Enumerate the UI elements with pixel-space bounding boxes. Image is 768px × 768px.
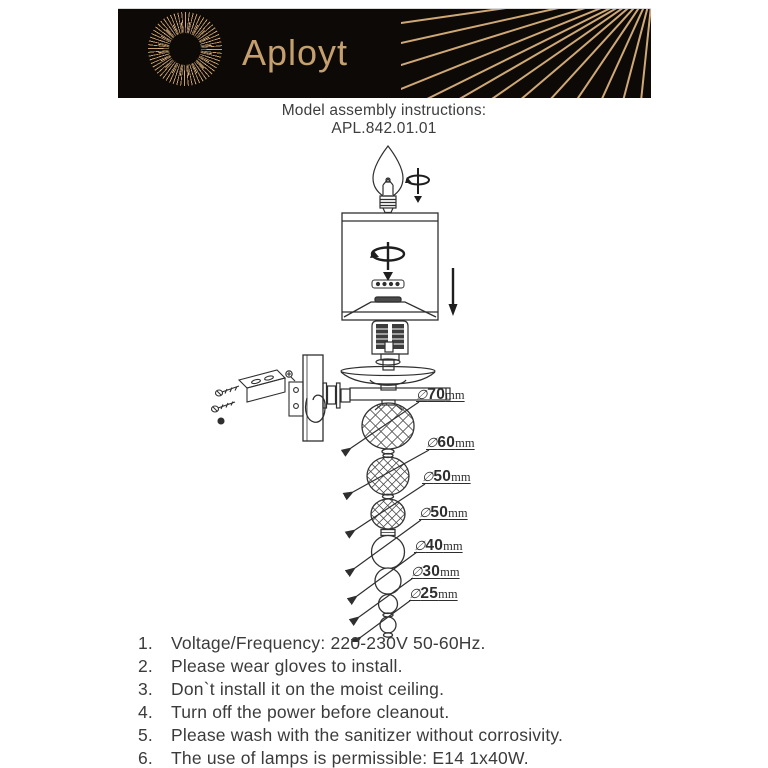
- dim-label-30: ∅30mm: [411, 563, 460, 580]
- diameter-symbol: ∅: [409, 586, 421, 601]
- diameter-symbol: ∅: [411, 564, 423, 579]
- list-item: 4. Turn off the power before cleanout.: [138, 702, 450, 722]
- list-item: 3. Don`t install it on the moist ceiling.: [138, 679, 445, 699]
- list-item: 1. Voltage/Frequency: 220-230V 50-60Hz.: [138, 633, 486, 653]
- list-item: 2. Please wear gloves to install.: [138, 656, 403, 676]
- dim-label-50b: ∅50mm: [419, 504, 468, 521]
- instruction-list: [138, 632, 738, 768]
- diameter-symbol: ∅: [416, 387, 428, 402]
- insert-down-arrow-icon: [449, 268, 458, 316]
- dim-label-50a: ∅50mm: [422, 468, 471, 485]
- diameter-symbol: ∅: [414, 538, 426, 553]
- rotate-shade-icon: [370, 242, 404, 281]
- dim-label-70: ∅70mm: [416, 386, 465, 403]
- brand-name: Aployt: [242, 32, 349, 73]
- lampshade: [342, 213, 438, 320]
- assembly-diagram: [205, 140, 505, 642]
- list-item: 5. Please wash with the sanitizer without corrosivity.: [138, 725, 564, 745]
- title-block: [0, 102, 768, 138]
- dim-label-40: ∅40mm: [414, 537, 463, 554]
- model-number: APL.842.01.01: [331, 120, 437, 137]
- sunburst-logo-icon: [148, 12, 222, 86]
- candle-bulb: [373, 146, 403, 213]
- corner-rays-icon: [401, 9, 651, 98]
- threaded-socket: [372, 321, 408, 370]
- dim-label-25: ∅25mm: [409, 585, 458, 602]
- list-item: 6. The use of lamps is permissible: E14 1x40W.: [138, 748, 529, 768]
- rotate-bulb-icon: [405, 168, 429, 203]
- wall-bracket: [212, 370, 326, 424]
- brand-banner: [118, 8, 651, 98]
- diameter-symbol: ∅: [422, 469, 434, 484]
- dim-label-60: ∅60mm: [426, 434, 475, 451]
- diameter-symbol: ∅: [419, 505, 431, 520]
- sheet-title: Model assembly instructions:: [281, 102, 487, 119]
- diameter-symbol: ∅: [426, 435, 438, 450]
- socket-contacts: [372, 280, 404, 288]
